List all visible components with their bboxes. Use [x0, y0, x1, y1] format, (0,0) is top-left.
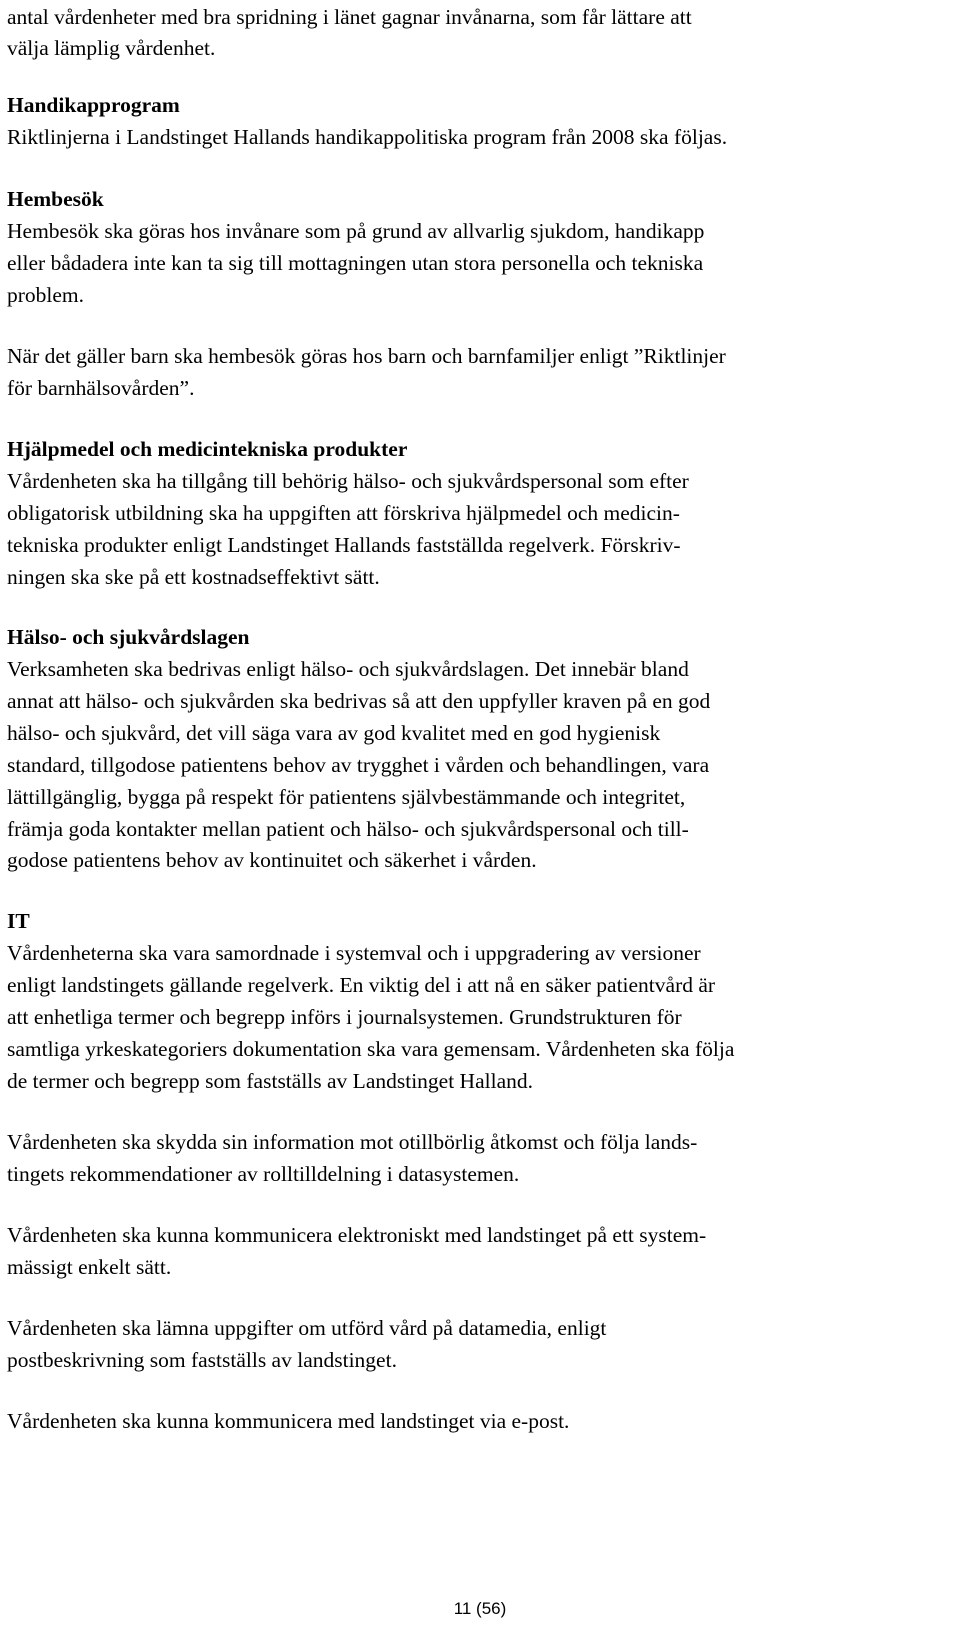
section-heading-hembesok: Hembesök	[7, 187, 104, 211]
text-line: att enhetliga termer och begrepp införs i journalsystemen. Grundstrukturen för	[7, 1005, 682, 1029]
text-line: de termer och begrepp som fastställs av Landstinget Halland.	[7, 1069, 533, 1093]
text-line: tekniska produkter enligt Landstinget Hallands fastställda regelverk. Förskriv-	[7, 533, 681, 557]
section-heading-hjalpmedel: Hjälpmedel och medicintekniska produkter	[7, 437, 408, 461]
text-line: När det gäller barn ska hembesök göras hos barn och barnfamiljer enligt ”Riktlinjer	[7, 344, 726, 368]
text-line: Vårdenheterna ska vara samordnade i systemval och i uppgradering av versioner	[7, 941, 701, 965]
text-line: för barnhälsovården”.	[7, 376, 195, 400]
text-line: välja lämplig vårdenhet.	[7, 36, 216, 60]
text-line: hälso- och sjukvård, det vill säga vara av god kvalitet med en god hygienisk	[7, 721, 661, 745]
text-line: tingets rekommendationer av rolltilldelning i datasystemen.	[7, 1162, 520, 1186]
text-line: obligatorisk utbildning ska ha uppgiften att förskriva hjälpmedel och medicin-	[7, 501, 680, 525]
text-line: samtliga yrkeskategoriers dokumentation ska vara gemensam. Vårdenheten ska följa	[7, 1037, 735, 1061]
text-line: eller bådadera inte kan ta sig till mottagningen utan stora personella och tekniska	[7, 251, 704, 275]
page-number: 11 (56)	[453, 1599, 507, 1618]
text-line: Vårdenheten ska ha tillgång till behörig hälso- och sjukvårdspersonal som efter	[7, 469, 689, 493]
text-line: lättillgänglig, bygga på respekt för patientens självbestämmande och integritet,	[7, 785, 686, 809]
text-line: godose patientens behov av kontinuitet och säkerhet i vården.	[7, 848, 537, 872]
text-line: Hembesök ska göras hos invånare som på grund av allvarlig sjukdom, handikapp	[7, 219, 705, 243]
text-line: Vårdenheten ska lämna uppgifter om utförd vård på datamedia, enligt	[7, 1316, 607, 1340]
text-line: antal vårdenheter med bra spridning i länet gagnar invånarna, som får lättare att	[7, 5, 692, 29]
text-line: standard, tillgodose patientens behov av trygghet i vården och behandlingen, vara	[7, 753, 710, 777]
text-line: Verksamheten ska bedrivas enligt hälso- och sjukvårdslagen. Det innebär bland	[7, 657, 689, 681]
text-line: annat att hälso- och sjukvården ska bedrivas så att den uppfyller kraven på en god	[7, 689, 711, 713]
text-line: enligt landstingets gällande regelverk. En viktig del i att nå en säker patientvård är	[7, 973, 716, 997]
text-line: ningen ska ske på ett kostnadseffektivt sätt.	[7, 565, 380, 589]
text-line: främja goda kontakter mellan patient och hälso- och sjukvårdspersonal och till-	[7, 817, 689, 841]
text-line: mässigt enkelt sätt.	[7, 1255, 172, 1279]
text-line: Vårdenheten ska kunna kommunicera elektroniskt med landstinget på ett system-	[7, 1223, 707, 1247]
text-line: problem.	[7, 283, 85, 307]
text-line: postbeskrivning som fastställs av landstinget.	[7, 1348, 397, 1372]
section-heading-handikapprogram: Handikapprogram	[7, 93, 180, 117]
section-heading-it: IT	[7, 909, 30, 933]
section-heading-halso-sjukvardslagen: Hälso- och sjukvårdslagen	[7, 625, 250, 649]
text-line: Riktlinjerna i Landstinget Hallands handikappolitiska program från 2008 ska följas.	[7, 125, 728, 149]
text-line: Vårdenheten ska kunna kommunicera med landstinget via e-post.	[7, 1409, 570, 1433]
text-line: Vårdenheten ska skydda sin information mot otillbörlig åtkomst och följa lands-	[7, 1130, 698, 1154]
